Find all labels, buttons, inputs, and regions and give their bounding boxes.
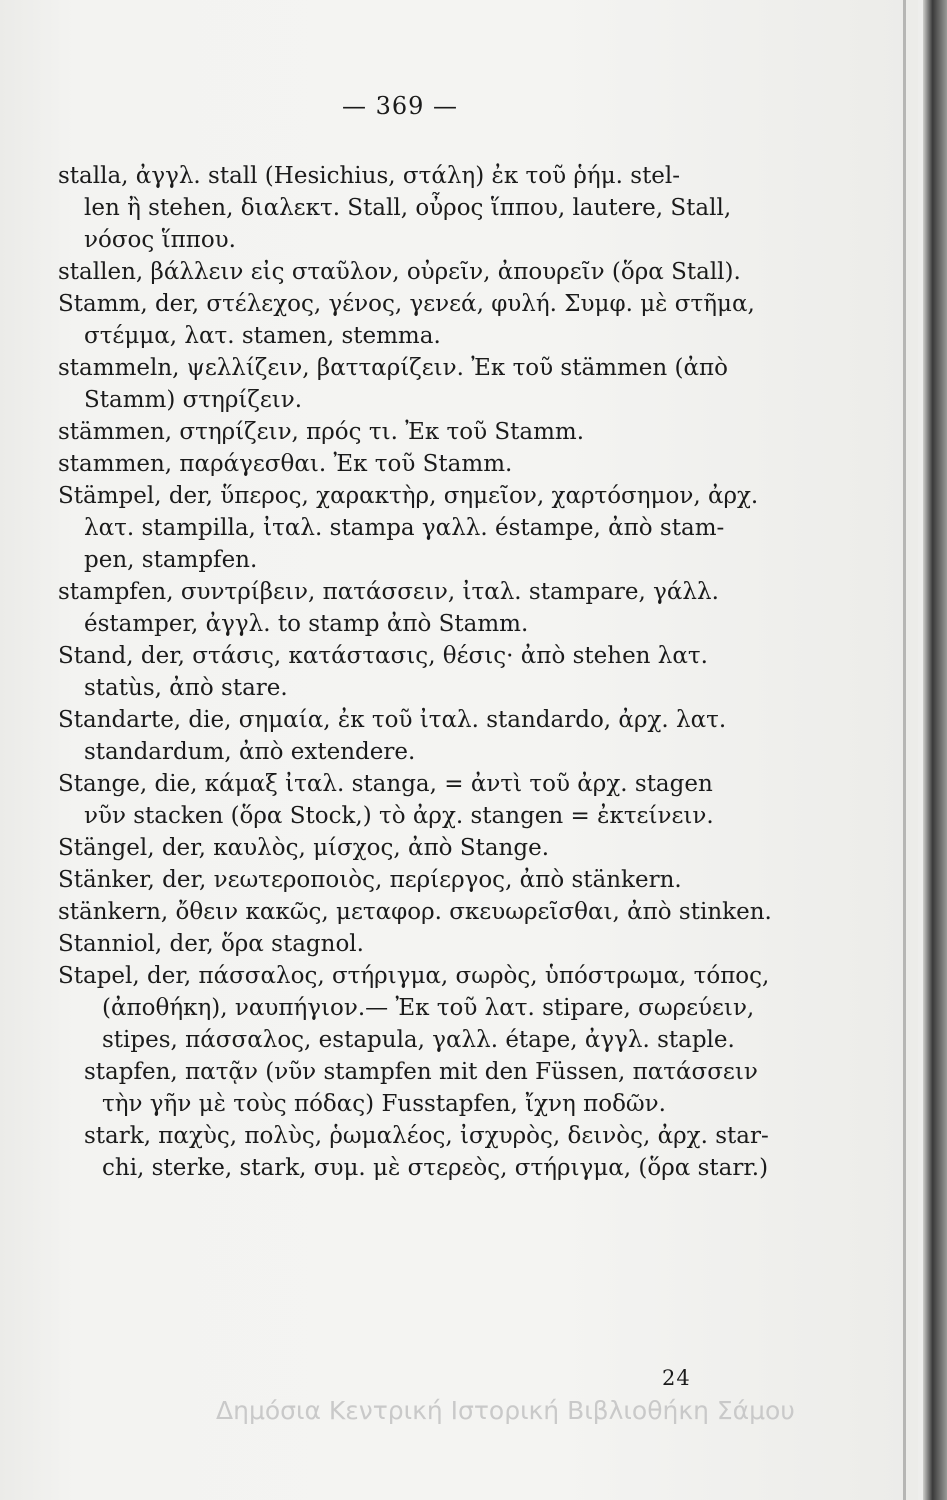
entry-line: νῦν stacken (ὅρα Stock,) τὸ ἀρχ. stangen = ἐκτείνειν. (84, 803, 714, 829)
entry-line: stänkern, ὄθειν κακῶς, μεταφορ. σκευωρεῖσθαι, ἀπὸ stinken. (58, 899, 772, 925)
entry-line: stark, παχὺς, πολὺς, ῥωμαλέος, ἰσχυρὸς, δεινὸς, ἀρχ. star- (84, 1123, 769, 1149)
library-watermark: Δημόσια Κεντρική Ιστορική Βιβλιοθήκη Σάμου (216, 1396, 795, 1425)
entry-line: στέμμα, λατ. stamen, stemma. (84, 323, 441, 349)
entry-line: Standarte, die, σημαία, ἐκ τοῦ ἰταλ. standardo, ἀρχ. λατ. (58, 707, 727, 733)
entry-line: standardum, ἀπὸ extendere. (84, 739, 416, 765)
entry-line: pen, stampfen. (84, 547, 258, 573)
entry-line: νόσος ἵππου. (84, 227, 236, 253)
entry-line: stampfen, συντρίβειν, πατάσσειν, ἰταλ. stampare, γάλλ. (58, 579, 719, 605)
entry-line: stalla, ἀγγλ. stall (Hesichius, στάλη) ἐκ τοῦ ῥήμ. stel- (58, 163, 681, 189)
entry-line: stämmen, στηρίζειν, πρός τι. Ἐκ τοῦ Stamm. (58, 419, 585, 445)
entry-line: Stange, die, κάμαξ ἰταλ. stanga, = ἀντὶ τοῦ ἀρχ. stagen (58, 771, 713, 797)
entry-line: Stamm, der, στέλεχος, γένος, γενεά, φυλή. Συμφ. μὲ στῆμα, (58, 291, 755, 317)
entry-line: éstamper, ἀγγλ. to stamp ἀπὸ Stamm. (84, 611, 529, 637)
entry-line: τὴν γῆν μὲ τοὺς πόδας) Fusstapfen, ἴχνη ποδῶν. (102, 1091, 666, 1117)
dictionary-entries (58, 160, 798, 1184)
entry-line: Stämpel, der, ὕπερος, χαρακτὴρ, σημεῖον, χαρτόσημον, ἀρχ. (58, 483, 759, 509)
entry-line: statùs, ἀπὸ stare. (84, 675, 288, 701)
entry-line: (ἀποθήκη), ναυπήγιον.— Ἐκ τοῦ λατ. stipare, σωρεύειν, (102, 995, 755, 1021)
entry-line: Stängel, der, καυλὸς, μίσχος, ἀπὸ Stange. (58, 835, 550, 861)
entry-line: chi, sterke, stark, συμ. μὲ στερεὸς, στήριγμα, (ὅρα starr.) (102, 1155, 769, 1181)
page-number: — 369 — (341, 92, 459, 120)
entry-line: stammen, παράγεσθαι. Ἐκ τοῦ Stamm. (58, 451, 513, 477)
entry-line: stipes, πάσσαλος, estapula, γαλλ. étape, ἀγγλ. staple. (102, 1027, 735, 1053)
entry-line: λατ. stampilla, ἰταλ. stampa γαλλ. éstampe, ἀπὸ stam- (84, 515, 725, 541)
entry-line: Stand, der, στάσις, κατάστασις, θέσις· ἀπὸ stehen λατ. (58, 643, 708, 669)
entry-line: stapfen, πατᾷν (νῦν stampfen mit den Füssen, πατάσσειν (84, 1059, 758, 1085)
entry-line: Stanniol, der, ὅρα stagnol. (58, 931, 364, 957)
entry-line: stammeln, ψελλίζειν, βατταρίζειν. Ἐκ τοῦ stämmen (ἀπὸ (58, 355, 729, 381)
entry-line: Stänker, der, νεωτεροποιὸς, περίεργος, ἀπὸ stänkern. (58, 867, 682, 893)
printer-signature-mark: 24 (662, 1366, 691, 1390)
entry-line: Stapel, der, πάσσαλος, στήριγμα, σωρὸς, ὑπόστρωμα, τόπος, (58, 963, 770, 989)
page-gutter-line (903, 0, 906, 1500)
book-spine-edge (923, 0, 947, 1500)
entry-line: len ἢ stehen, διαλεκτ. Stall, οὖρος ἵππου, lautere, Stall, (84, 195, 732, 221)
entry-line: Stamm) στηρίζειν. (84, 387, 303, 413)
entry-line: stallen, βάλλειν εἰς σταῦλον, οὐρεῖν, ἀπουρεῖν (ὅρα Stall). (58, 259, 741, 285)
